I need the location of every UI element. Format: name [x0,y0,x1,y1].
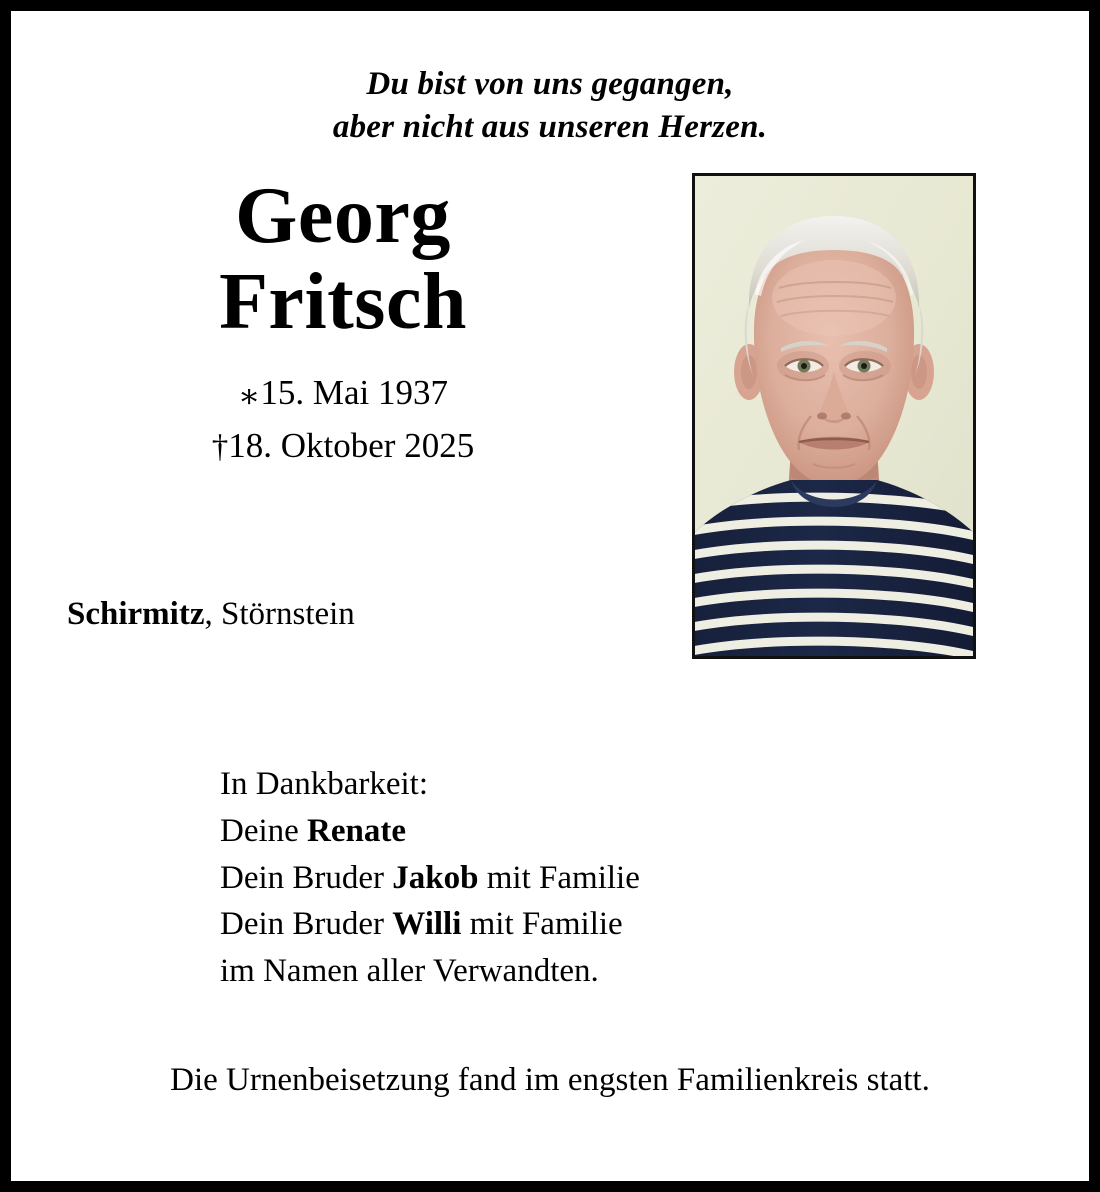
mourner-3-suffix: mit Familie [461,906,623,943]
deceased-last-name: Fritsch [219,258,467,347]
mourner-line-3 [220,901,1087,948]
death-date-text: 18. Oktober 2025 [228,425,475,465]
birth-date-text: 15. Mai 1937 [260,372,449,412]
epitaph-verse [13,13,1087,149]
secondary-town: , Störnstein [204,595,355,632]
mourner-3-name: Willi [392,906,462,943]
life-dates [13,346,673,472]
epitaph-line-1: Du bist von uns gegangen, [366,66,734,102]
birth-date-row [13,366,673,419]
mourner-2-prefix: Dein Bruder [220,859,393,896]
epitaph-line-2: aber nicht aus unseren Herzen. [332,108,768,145]
deceased-name [13,173,673,346]
mourners-intro: In Dankbarkeit: [220,765,429,802]
primary-town: Schirmitz [67,595,205,632]
mourner-line-2 [220,855,1087,902]
cross-death-icon: † [211,428,229,465]
mourner-2-name: Jakob [392,859,479,896]
deceased-first-name: Georg [235,171,451,260]
mourner-line-1 [220,808,1087,855]
funeral-note: Die Urnenbeisetzung fand im engsten Familienkreis statt. [170,1062,930,1099]
mourner-1-name: Renate [307,812,407,849]
mourners-block [13,673,1087,995]
portrait-photo [692,173,976,659]
hometown-line [67,595,355,635]
mourner-1-prefix: Deine [220,812,308,849]
identity-block [13,173,673,472]
mourner-2-suffix: mit Familie [478,859,640,896]
mourner-3-prefix: Dein Bruder [220,906,393,943]
mourners-closing: im Namen aller Verwandten. [220,953,599,990]
obituary-notice-inner [11,11,1089,1181]
death-date-row [13,419,673,472]
asterisk-birth-icon: ∗ [237,378,261,415]
identity-and-portrait-area [13,173,1087,673]
